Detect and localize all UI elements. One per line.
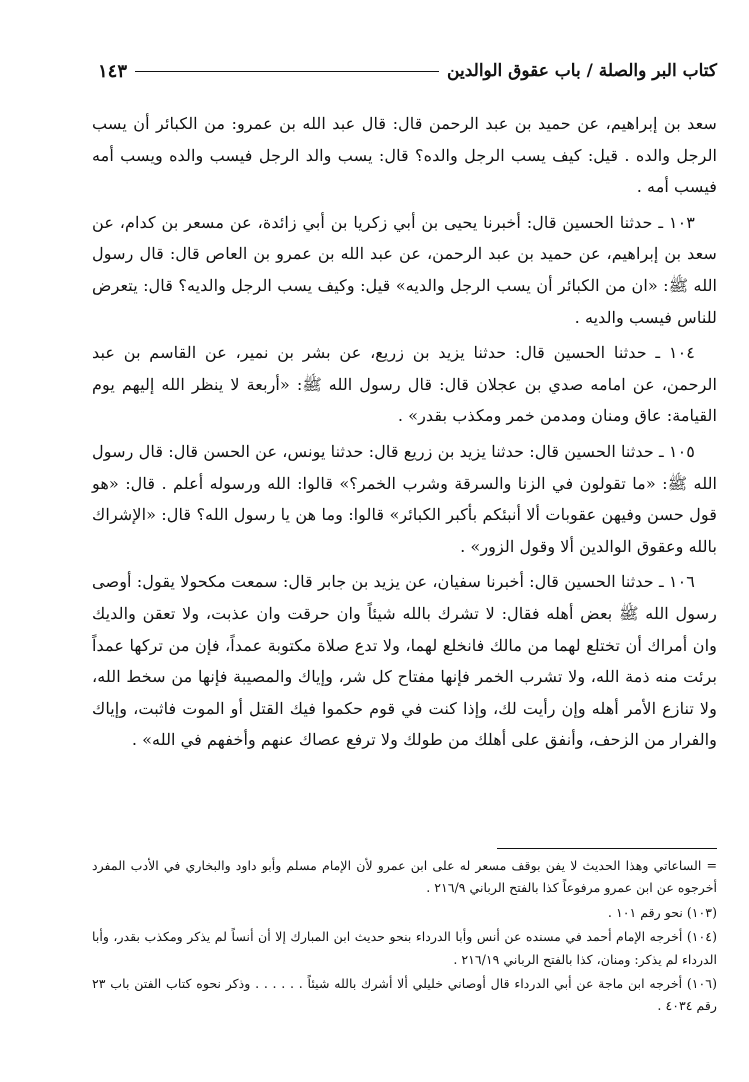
- page-header: [98, 58, 717, 84]
- footnote-106: (١٠٦) أخرجه ابن ماجة عن أبي الدرداء قال أوصاني خليلي ألا أشرك بالله شيئاً . . . . . . وذكر نحوه كتاب الفتن باب ٢٣ رقم ٤٠٣٤ .: [92, 976, 717, 1014]
- footnote-103: (١٠٣) نحو رقم ١٠١ .: [607, 904, 717, 920]
- footnotes: [92, 855, 717, 1020]
- main-text: [92, 108, 717, 760]
- hadith-103: ١٠٣ ـ حدثنا الحسين قال: أخبرنا يحيى بن أبي زكريا بن أبي زائدة، عن مسعر بن كدام، عن سعد بن إبراهيم، عن حميد بن عبد الرحمن، عن عبد الله بن عمرو بن العاص قال: قال رسول الله ﷺ: «ان من الكبائر أن يسب الرجل والديه» قيل: وكيف يسب الرجل والديه؟ قال: يتعرض للناس فيسب والديه .: [92, 212, 717, 327]
- hadith-106: ١٠٦ ـ حدثنا الحسين قال: أخبرنا سفيان، عن يزيد بن جابر قال: سمعت مكحولا يقول: أوصى رسول الله ﷺ بعض أهله فقال: لا تشرك بالله شيئاً وان حرقت وان عذبت، ولا تعقن والديك وان أمراك أن تختلع لهما من مالك فانخلع لهما، ولا تدع صلاة مكتوبة عمداً، فإن من تركها عمداً برئت منه ذمة الله، ولا تشرب الخمر فإنها مفتاح كل شر، وإياك والمصيبة فإنها من سخط الله، ولا تنازع الأمر أهله وإن رأيت لك، وإذا كنت في قوم حكموا فيك القتل أو الموت فاثبت، وإياك والفرار من الزحف، وأنفق على أهلك من طولك ولا ترفع عصاك عنهم وأخفهم في الله» .: [92, 572, 717, 750]
- header-rule: [135, 71, 439, 72]
- hadith-104: ١٠٤ ـ حدثنا الحسين قال: حدثنا يزيد بن زريع، عن بشر بن نمير، عن القاسم بن عبد الرحمن، عن امامه صدي بن عجلان قال: قال رسول الله ﷺ: «أربعة لا ينظر الله إليهم يوم القيامة: عاق ومنان ومدمن خمر ومكذب بقدر» .: [92, 343, 717, 426]
- page-number: ١٤٣: [98, 60, 128, 82]
- footnote-continuation: = الساعاتي وهذا الحديث لا يفن بوقف مسعر له على ابن عمرو لأن الإمام مسلم وأبو داود والبخاري في الأدب المفرد أخرجوه عن ابن عمرو مرفوعاً كذا بالفتح الرباني ٢١٦/٩ .: [92, 858, 717, 896]
- footnote-104: (١٠٤) أخرجه الإمام أحمد في مسنده عن أنس وأبا الدرداء بنحو حديث ابن المبارك إلا أن أنساً لم يذكر ومكذب بقدر، وأبا الدرداء لم يذكر: ومنان، كذا بالفتح الرباني ٢١٦/١٩ .: [92, 929, 717, 967]
- hadith-105: ١٠٥ ـ حدثنا الحسين قال: حدثنا يزيد بن زريع قال: حدثنا يونس، عن الحسن قال: قال رسول الله ﷺ: «ما تقولون في الزنا والسرقة وشرب الخمر؟» قالوا: الله ورسوله أعلم . قال: «هو قول حسن وفيهن عقوبات ألا أنبئكم بأكبر الكبائر» قالوا: وما هن يا رسول الله؟ قال: «الإشراك بالله وعقوق الوالدين ألا وقول الزور» .: [92, 441, 717, 556]
- paragraph-continuation: سعد بن إبراهيم، عن حميد بن عبد الرحمن قال: قال عبد الله بن عمرو: من الكبائر أن يسب الرجل والده . قيل: كيف يسب الرجل والده؟ قال: يسب والد الرجل فيسب والده ويسب أمه فيسب أمه .: [92, 114, 717, 197]
- footnote-divider: [497, 848, 717, 849]
- running-title: كتاب البر والصلة / باب عقوق الوالدين: [447, 61, 717, 81]
